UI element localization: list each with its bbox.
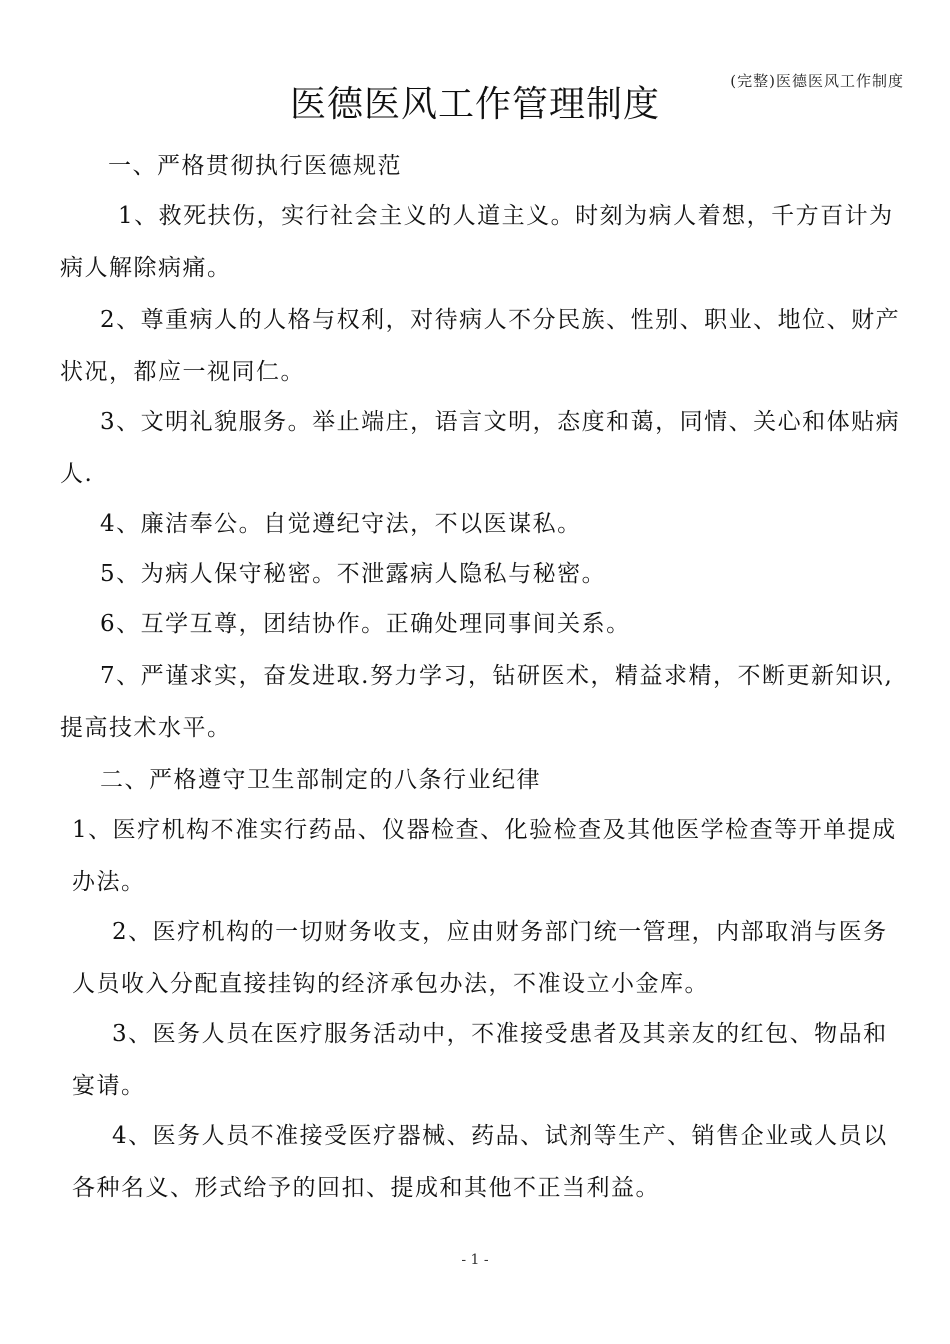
section1-item-2: 2、尊重病人的人格与权利，对待病人不分民族、性别、职业、地位、财产状况，都应一视同仁。: [60, 307, 901, 385]
document-title: 医德医风工作管理制度: [289, 84, 660, 125]
section1-item-7: 7、严谨求实，奋发进取.努力学习，钻研医术，精益求精，不断更新知识,提高技术水平。: [60, 663, 894, 741]
section2-item-2: 2、医疗机构的一切财务收支，应由财务部门统一管理，内部取消与医务人员收入分配直接挂钩的经济承包办法，不准设立小金库。: [72, 919, 888, 997]
header-note: (完整)医德医风工作制度: [730, 72, 904, 90]
page-number: - 1 -: [461, 1252, 489, 1268]
section2-item-1: 1、医疗机构不准实行药品、仪器检查、化验检查及其他医学检查等开单提成办法。: [72, 817, 897, 895]
section-heading-2: 二、严格遵守卫生部制定的八条行业纪律: [100, 767, 541, 793]
section1-item-5: 5、为病人保守秘密。不泄露病人隐私与秘密。: [100, 561, 607, 587]
section1-item-4: 4、廉洁奉公。自觉遵纪守法，不以医谋私。: [100, 511, 582, 537]
section2-item-3: 3、医务人员在医疗服务活动中，不准接受患者及其亲友的红包、物品和宴请。: [72, 1021, 888, 1099]
section1-item-3: 3、文明礼貌服务。举止端庄，语言文明，态度和蔼，同情、关心和体贴病人.: [60, 409, 901, 487]
section1-item-6: 6、互学互尊，团结协作。正确处理同事间关系。: [100, 611, 631, 637]
section1-item-1: 1、救死扶伤，实行社会主义的人道主义。时刻为病人着想，千方百计为病人解除病痛。: [60, 203, 894, 281]
section2-item-4: 4、医务人员不准接受医疗器械、药品、试剂等生产、销售企业或人员以各种名义、形式给予的回扣、提成和其他不正当利益。: [72, 1123, 888, 1201]
section-heading-1: 一、严格贯彻执行医德规范: [108, 153, 402, 179]
